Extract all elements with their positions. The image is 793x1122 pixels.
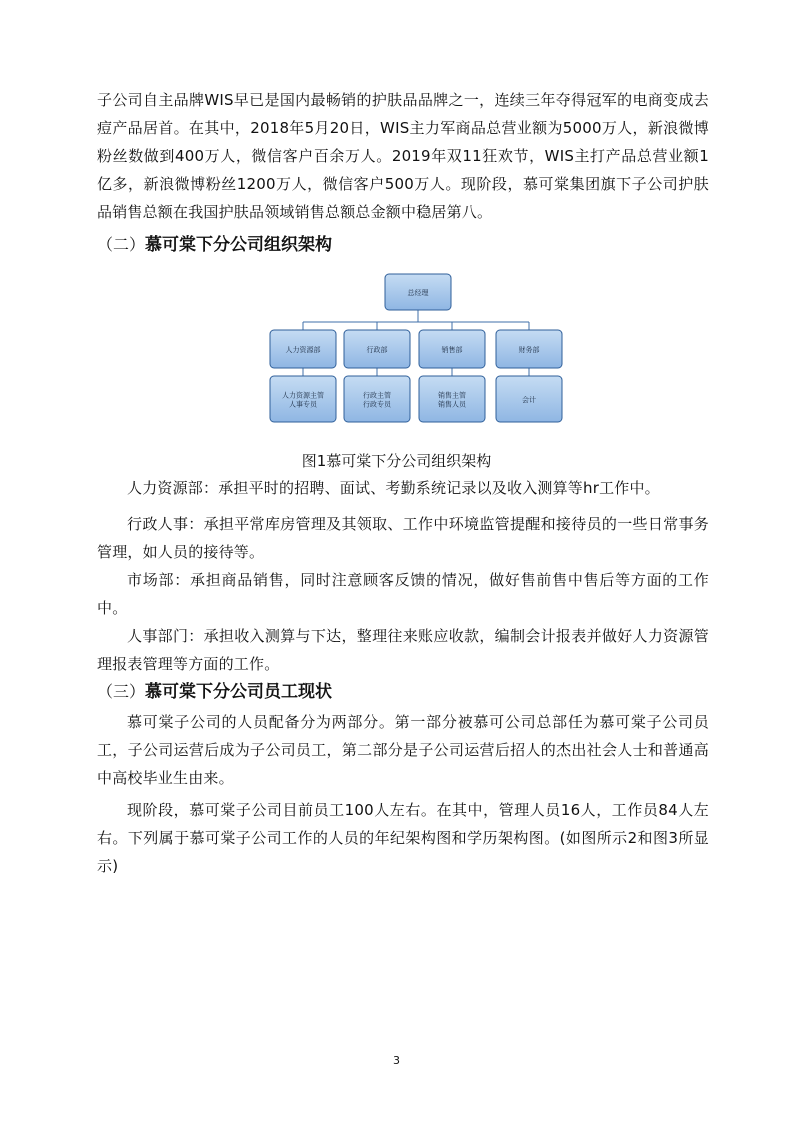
paragraph-staff-composition: 慕可棠子公司的人员配备分为两部分。第一部分被慕可公司总部任为慕可棠子公司员工，子公司运营后成为子公司员工，第二部分是子公司运营后招人的杰出社会人士和普通高中高校毕业生由来。 bbox=[97, 713, 709, 787]
org-box-label: 行政主管 bbox=[363, 391, 391, 400]
org-node-department bbox=[419, 330, 485, 368]
org-box-label: 人力资源主管 bbox=[282, 391, 324, 400]
org-box-label: 销售部 bbox=[441, 346, 463, 354]
paragraph-staff-count: 现阶段，慕可棠子公司目前员工100人左右。在其中，管理人员16人，工作员84人左右。下列属于慕可棠子公司工作的人员的年纪架构图和学历架构图。(如图所示2和图3所显示) bbox=[97, 801, 709, 875]
org-node-staff bbox=[344, 376, 410, 422]
org-box-label: 人事专员 bbox=[289, 400, 317, 409]
org-box-label: 行政专员 bbox=[363, 400, 391, 409]
section-title: 慕可棠下分公司员工现状 bbox=[145, 682, 333, 702]
paragraph-admin-dept: 行政人事：承担平常库房管理及其领取、工作中环境监管提醒和接待员的一些日常事务管理，如人员的接待等。 bbox=[97, 515, 709, 561]
section-heading-staff-status bbox=[97, 680, 332, 704]
org-chart-nodes bbox=[270, 274, 562, 422]
org-node-department bbox=[496, 330, 562, 368]
section-number: （二） bbox=[97, 235, 146, 254]
org-node-root bbox=[385, 274, 451, 310]
org-box-label: 人力资源部 bbox=[285, 346, 321, 354]
org-box-label: 财务部 bbox=[518, 346, 540, 354]
paragraph-brand-sales: 子公司自主品牌WIS早已是国内最畅销的护肤品品牌之一，连续三年夺得冠军的电商变成去痘产品居首。在其中，2018年5月20日，WIS主力军商品总营业额为5000万人，新浪微博粉丝数做到400万人，微信客户百余万人。2019年双11狂欢节，WIS主打产品总营业额1亿多，新浪微博粉丝1200万人，微信客户500万人。现阶段，慕可棠集团旗下子公司护肤品销售总额在我国护肤品领域销售总额总金额中稳居第八。 bbox=[97, 91, 709, 221]
page-number: 3 bbox=[393, 1054, 400, 1067]
section-number: （三） bbox=[97, 682, 146, 701]
org-chart-connectors bbox=[303, 310, 529, 376]
org-box-label: 销售人员 bbox=[438, 400, 466, 409]
org-box-label: 总经理 bbox=[407, 289, 429, 297]
org-node-staff bbox=[419, 376, 485, 422]
org-node-department bbox=[270, 330, 336, 368]
section-title: 慕可棠下分公司组织架构 bbox=[145, 235, 333, 255]
org-box-label: 行政部 bbox=[366, 346, 388, 354]
org-box-label: 销售主管 bbox=[438, 391, 466, 400]
figure-caption: 图1慕可棠下分公司组织架构 bbox=[301, 452, 492, 470]
org-node-staff bbox=[496, 376, 562, 422]
paragraph-hr-dept: 人力资源部：承担平时的招聘、面试、考勤系统记录以及收入测算等hr工作中。 bbox=[127, 479, 660, 497]
org-chart bbox=[265, 266, 571, 430]
org-node-department bbox=[344, 330, 410, 368]
paragraph-market-dept: 市场部：承担商品销售，同时注意顾客反馈的情况，做好售前售中售后等方面的工作中。 bbox=[97, 571, 709, 617]
section-heading-org-structure bbox=[97, 233, 332, 257]
org-box-label: 会计 bbox=[522, 396, 536, 404]
paragraph-personnel-dept: 人事部门：承担收入测算与下达，整理往来账应收款，编制会计报表并做好人力资源管理报表管理等方面的工作。 bbox=[97, 627, 709, 673]
org-node-staff bbox=[270, 376, 336, 422]
